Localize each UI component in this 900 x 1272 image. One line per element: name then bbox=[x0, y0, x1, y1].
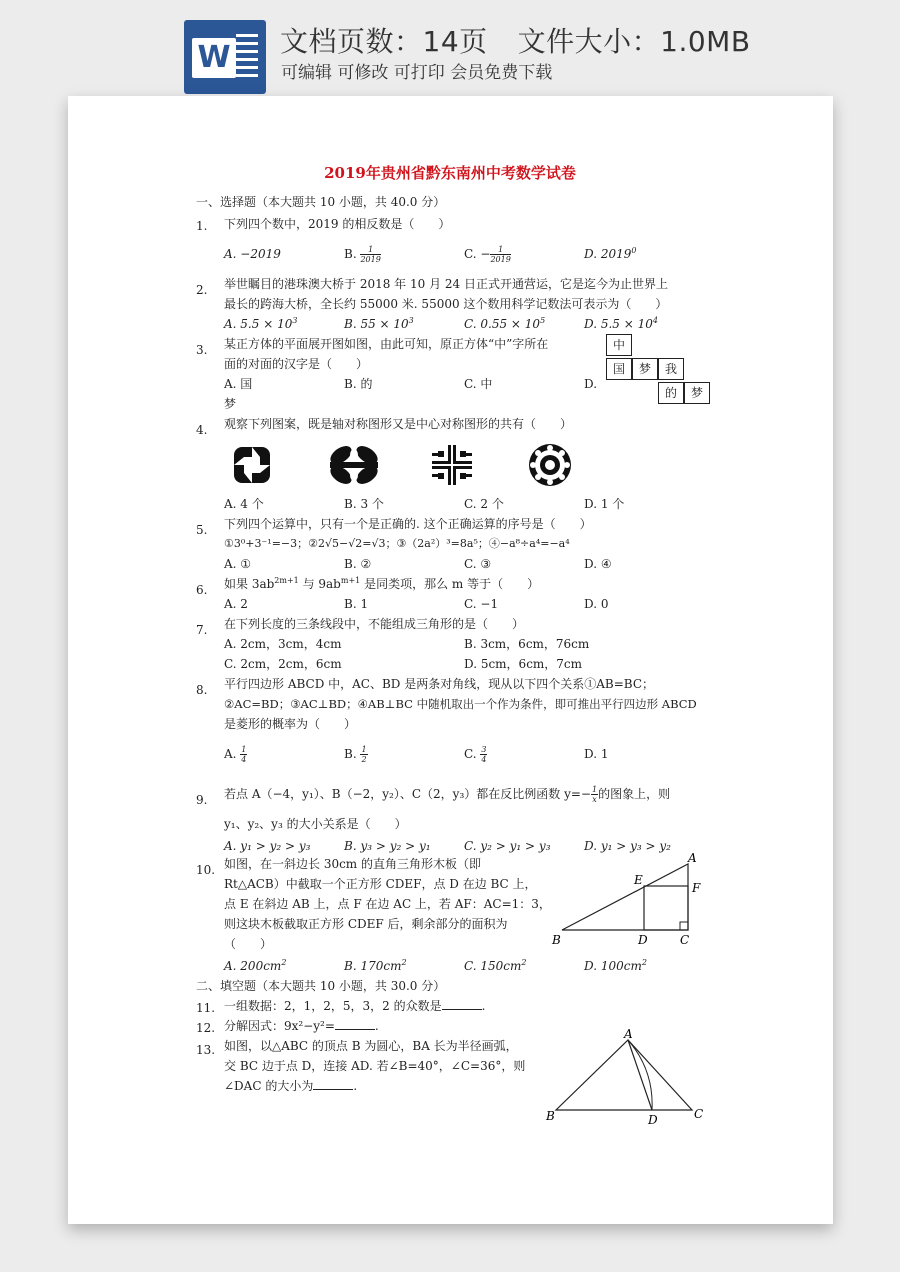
question-number: 1. bbox=[196, 219, 208, 233]
option-a: A. $\frac{1}{4}$ bbox=[224, 745, 247, 764]
section-heading-choice: 一、选择题（本大题共 10 小题，共 40.0 分） bbox=[196, 195, 446, 209]
option-d: D. 1 个 bbox=[584, 497, 625, 511]
question-number: 2. bbox=[196, 283, 208, 297]
cube-face: 我 bbox=[658, 358, 684, 380]
symmetry-patterns-figure bbox=[228, 443, 558, 489]
answer-blank[interactable] bbox=[442, 998, 482, 1010]
option-c: C. y₂ > y₁ > y₃ bbox=[464, 839, 551, 853]
option-c: C. 中 bbox=[464, 377, 493, 391]
option-b: B. ② bbox=[344, 557, 372, 571]
option-a: A. ① bbox=[224, 557, 252, 571]
question-stem-line: 则这块木板截取正方形 CDEF 后，剩余部分的面积为 bbox=[224, 917, 508, 931]
question-number: 4. bbox=[196, 423, 208, 437]
label-d: D bbox=[648, 1113, 658, 1127]
cube-face: 梦 bbox=[632, 358, 658, 380]
question-stem-line: 若点 A（−4，y₁）、B（−2，y₂）、C（2，y₃）都在反比例函数 y=− $\frac{1}{x}$ 的图象上，则 bbox=[224, 785, 671, 804]
pattern-1-icon bbox=[234, 447, 270, 483]
question-stem-line: 某正方体的平面展开图如图，由此可知，原正方体“中”字所在 bbox=[224, 337, 549, 351]
question-stem-line: ∠DAC 的大小为 . bbox=[224, 1079, 358, 1093]
option-a: A. $200cm^2$ bbox=[224, 958, 287, 973]
page-count: 文档页数：14页 bbox=[280, 25, 488, 58]
right-triangle-square-figure bbox=[548, 850, 708, 946]
question-stem: 观察下列图案，既是轴对称图形又是中心对称图形的共有（ ） bbox=[224, 417, 573, 431]
cube-face: 国 bbox=[606, 358, 632, 380]
option-c: C. ③ bbox=[464, 557, 492, 571]
option-c: C. $150cm^2$ bbox=[464, 958, 527, 973]
label-a: A bbox=[688, 851, 697, 865]
word-letter: W bbox=[192, 38, 236, 78]
option-c: C. $0.55 \times 10^5$ bbox=[464, 316, 546, 331]
option-a: A. −2019 bbox=[224, 247, 281, 261]
answer-blank[interactable] bbox=[313, 1078, 353, 1090]
option-b: B. 1 bbox=[344, 597, 369, 611]
triangle-arc-figure bbox=[542, 1027, 712, 1127]
question-stem-line: 点 E 在斜边 AB 上，点 F 在边 AC 上，若 AF：AC=1：3， bbox=[224, 897, 551, 911]
option-d-continued: 梦 bbox=[224, 397, 237, 411]
option-d: D. y₁ > y₃ > y₂ bbox=[584, 839, 671, 853]
question-stem-line: ②AC=BD；③AC⊥BD；④AB⊥BC 中随机取出一个作为条件，即可推出平行四边形 ABCD bbox=[224, 697, 697, 711]
option-b: B. $\frac{1}{2}$ bbox=[344, 745, 367, 764]
exam-title: 2019年贵州省黔东南州中考数学试卷 bbox=[324, 164, 576, 182]
label-c: C bbox=[694, 1107, 704, 1121]
file-size: 文件大小：1.0MB bbox=[517, 25, 751, 58]
option-d: D. ④ bbox=[584, 557, 612, 571]
option-b: B. $\frac{1}{2019}$ bbox=[344, 245, 381, 264]
option-c: C. 2 个 bbox=[464, 497, 504, 511]
operations-list: ①3⁰+3⁻¹=−3；②2√5−√2=√3；③（2a²）³=8a⁵；④−a⁸÷a⁴=−a⁴ bbox=[224, 537, 570, 550]
pattern-2-icon bbox=[327, 442, 381, 487]
question-stem: 一组数据：2，1，2，5，3，2 的众数是 . bbox=[224, 999, 486, 1013]
banner-features: 可编辑 可修改 可打印 会员免费下载 bbox=[281, 63, 553, 83]
question-number: 7. bbox=[196, 623, 208, 637]
cube-face: 的 bbox=[658, 382, 684, 404]
label-e: E bbox=[634, 873, 643, 887]
question-stem-line: 如图，在一斜边长 30cm 的直角三角形木板（即 bbox=[224, 857, 481, 871]
option-b: B. 的 bbox=[344, 377, 373, 391]
question-stem-line: 交 BC 边于点 D，连接 AD. 若∠B=40°，∠C=36°，则 bbox=[224, 1059, 526, 1073]
question-number: 12. bbox=[196, 1021, 216, 1035]
option-b: B. y₃ > y₂ > y₁ bbox=[344, 839, 431, 853]
option-b: B. $170cm^2$ bbox=[344, 958, 407, 973]
option-d: D. $100cm^2$ bbox=[584, 958, 647, 973]
question-stem-line: （ ） bbox=[224, 937, 273, 951]
option-b: B. 3 个 bbox=[344, 497, 384, 511]
option-d: D. 5cm，6cm，7cm bbox=[464, 657, 583, 671]
question-stem-line: 平行四边形 ABCD 中，AC、BD 是两条对角线，现从以下四个关系①AB=BC； bbox=[224, 677, 655, 691]
pattern-3-icon bbox=[432, 445, 472, 485]
question-number: 8. bbox=[196, 683, 208, 697]
label-b: B bbox=[546, 1109, 555, 1123]
label-a: A bbox=[624, 1027, 633, 1041]
question-number: 6. bbox=[196, 583, 208, 597]
question-stem: 分解因式：9x²−y²= . bbox=[224, 1019, 379, 1033]
option-a: A. $5.5 \times 10^3$ bbox=[224, 316, 298, 331]
option-b: B. 3cm，6cm，76cm bbox=[464, 637, 590, 651]
question-stem-line: 面的对面的汉字是（ ） bbox=[224, 357, 369, 371]
question-number: 5. bbox=[196, 523, 208, 537]
question-number: 3. bbox=[196, 343, 208, 357]
label-f: F bbox=[692, 881, 701, 895]
option-d: D. bbox=[584, 377, 598, 391]
option-d: D. 2019$^0$ bbox=[584, 246, 637, 261]
answer-blank[interactable] bbox=[335, 1018, 375, 1030]
option-a: A. y₁ > y₂ > y₃ bbox=[224, 839, 311, 853]
option-a: A. 2 bbox=[224, 597, 248, 611]
question-stem-line: 举世瞩目的港珠澳大桥于 2018 年 10 月 24 日正式开通营运，它是迄今为止世界上 bbox=[224, 277, 668, 291]
question-stem-line: y₁、y₂、y₃ 的大小关系是（ ） bbox=[224, 817, 407, 831]
option-d: D. $5.5 \times 10^4$ bbox=[584, 316, 658, 331]
option-b: B. $55 \times 10^3$ bbox=[344, 316, 414, 331]
question-stem: 如果 $3ab^{2m+1}$ 与 $9ab^{m+1}$ 是同类项，那么 m 等于（ ） bbox=[224, 576, 540, 591]
option-a: A. 2cm，3cm，4cm bbox=[224, 637, 342, 651]
question-stem: 下列四个数中，2019 的相反数是（ ） bbox=[224, 217, 451, 231]
section-heading-fill: 二、填空题（本大题共 10 小题，共 30.0 分） bbox=[196, 979, 446, 993]
option-c: C. 2cm，2cm，6cm bbox=[224, 657, 342, 671]
label-b: B bbox=[552, 933, 561, 947]
question-number: 9. bbox=[196, 793, 208, 807]
option-a: A. 4 个 bbox=[224, 497, 264, 511]
pattern-4-icon bbox=[529, 444, 571, 486]
cube-face: 梦 bbox=[684, 382, 710, 404]
question-number: 13. bbox=[196, 1043, 216, 1057]
question-number: 10. bbox=[196, 863, 216, 877]
option-c: C. −1 bbox=[464, 597, 499, 611]
question-stem: 在下列长度的三条线段中，不能组成三角形的是（ ） bbox=[224, 617, 525, 631]
option-a: A. 国 bbox=[224, 377, 253, 391]
label-d: D bbox=[638, 933, 648, 947]
cube-face: 中 bbox=[606, 334, 632, 356]
question-stem-line: 是菱形的概率为（ ） bbox=[224, 717, 357, 731]
question-stem-line: 如图，以△ABC 的顶点 B 为圆心，BA 长为半径画弧， bbox=[224, 1039, 518, 1053]
question-stem-line: Rt△ACB）中截取一个正方形 CDEF，点 D 在边 BC 上， bbox=[224, 877, 537, 891]
question-number: 11. bbox=[196, 1001, 216, 1015]
option-c: C. $\frac{3}{4}$ bbox=[464, 745, 487, 764]
question-stem: 下列四个运算中，只有一个是正确的. 这个正确运算的序号是（ ） bbox=[224, 517, 592, 531]
option-c: C. − $\frac{1}{2019}$ bbox=[464, 245, 511, 264]
option-d: D. 1 bbox=[584, 747, 609, 761]
option-d: D. 0 bbox=[584, 597, 609, 611]
question-stem-line: 最长的跨海大桥，全长约 55000 米. 55000 这个数用科学记数法可表示为（ ） bbox=[224, 297, 668, 311]
label-c: C bbox=[680, 933, 690, 947]
